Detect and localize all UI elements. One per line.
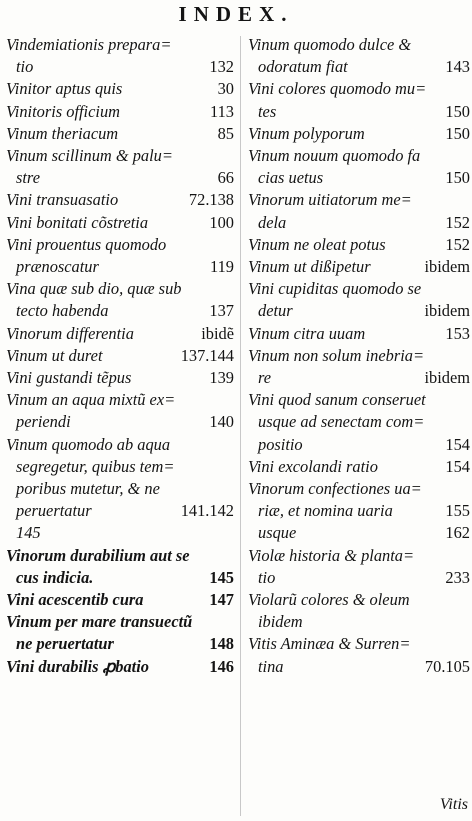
entry-text: Vinorum confectiones ua= (248, 479, 422, 499)
entry-text: riæ, et nomina uaria (258, 501, 393, 521)
entry-text: tina (258, 656, 284, 676)
entry-text: Vinum non solum inebria= (248, 345, 425, 365)
page-reference: 155 (445, 501, 470, 521)
page-reference: 72.138 (188, 190, 234, 210)
index-entry (6, 656, 234, 678)
page-reference: 145 (209, 567, 234, 587)
page-reference: 137 (209, 301, 234, 321)
index-entry (248, 633, 470, 677)
index-entry-line (6, 189, 234, 211)
index-entry (6, 367, 234, 389)
column-divider (240, 36, 241, 816)
page-reference: 233 (445, 567, 470, 587)
index-entry-line (248, 478, 470, 500)
page-reference: 137.144 (180, 345, 234, 365)
entry-text: detur (258, 301, 293, 321)
page-reference: 119 (210, 257, 234, 277)
index-entry-line (248, 167, 470, 189)
entry-text: tio (16, 57, 34, 77)
entry-text: Vinum quomodo ab aqua (6, 434, 171, 454)
index-entry-line (248, 123, 470, 145)
entry-text: Vini excolandi ratio (248, 456, 378, 476)
entry-text: Vini gustandi tẽpus (6, 368, 132, 388)
index-entry-line (248, 56, 470, 78)
index-entry-line (6, 434, 234, 456)
index-entry (248, 323, 470, 345)
page-reference: 150 (445, 101, 470, 121)
entry-text: Vinum scillinum & palu= (6, 146, 173, 166)
index-entry-line (248, 589, 470, 611)
page-reference: 100 (209, 212, 234, 232)
index-entry (6, 434, 234, 545)
entry-text: Vini transuasatio (6, 190, 119, 210)
page-reference: 139 (209, 368, 234, 388)
index-entry-line (248, 633, 470, 655)
page-reference: ibidem (424, 301, 470, 321)
index-entry-line (6, 56, 234, 78)
entry-text: Vini prouentus quomodo (6, 234, 167, 254)
index-entry-line (6, 478, 234, 500)
page-reference: 150 (445, 123, 470, 143)
entry-text: Vinum ut duret (6, 345, 103, 365)
entry-text: Vinorum durabilium aut se (6, 545, 190, 565)
entry-text: cias uetus (258, 168, 324, 188)
page-reference: 152 (445, 212, 470, 232)
page-reference: ibidem (424, 257, 470, 277)
entry-text: Vinorum differentia (6, 323, 134, 343)
entry-text: tecto habenda (16, 301, 109, 321)
index-entry (248, 456, 470, 478)
page-reference: 154 (445, 456, 470, 476)
entry-text: tio (258, 567, 276, 587)
index-entry-line (248, 345, 470, 367)
index-entry-line (6, 167, 234, 189)
index-entry-line (6, 345, 234, 367)
entry-text: re (258, 368, 272, 388)
entry-text: usque ad senectam com= (258, 412, 425, 432)
index-entry-line (248, 189, 470, 211)
entry-text: Vinum an aqua mixtũ ex= (6, 390, 176, 410)
index-entry-line (6, 656, 234, 678)
index-entry (6, 234, 234, 278)
index-entry-line (6, 78, 234, 100)
index-entry (6, 145, 234, 189)
index-entry (6, 123, 234, 145)
index-entry (248, 478, 470, 545)
catchword: Vitis (439, 796, 468, 813)
entry-text: ibidem (258, 612, 303, 632)
page-reference: 148 (209, 634, 234, 654)
index-entry-line (248, 611, 470, 633)
index-entry-line (248, 367, 470, 389)
page-reference: 143 (445, 57, 470, 77)
index-entry-line (6, 300, 234, 322)
page-reference: 147 (209, 590, 234, 610)
entry-text: poribus mutetur, & ne (16, 479, 160, 499)
index-entry (248, 145, 470, 189)
entry-text: Vina quæ sub dio, quæ sub (6, 279, 182, 299)
index-entry (248, 34, 470, 78)
entry-text: cus indicia. (16, 567, 94, 587)
index-entry-line (6, 545, 234, 567)
index-entry (6, 545, 234, 589)
index-entry-line (6, 101, 234, 123)
entry-text: Vindemiationis prepara= (6, 35, 172, 54)
index-entry-line (6, 611, 234, 633)
index-entry-line (6, 256, 234, 278)
page-reference: 150 (445, 168, 470, 188)
entry-text: prænoscatur (16, 257, 99, 277)
index-entry (6, 323, 234, 345)
entry-text: Vinum nouum quomodo fa (248, 146, 421, 166)
page-reference: 162 (445, 523, 470, 543)
index-entry (6, 345, 234, 367)
index-entry-line (248, 389, 470, 411)
entry-text: Vinum polyporum (248, 123, 365, 143)
page-title: INDEX. (178, 2, 294, 26)
entry-text: Vinum per mare transuectũ (6, 612, 193, 632)
page-reference: 30 (217, 79, 234, 99)
index-entry-line (6, 323, 234, 345)
entry-text: dela (258, 212, 287, 232)
index-entry-line (248, 411, 470, 433)
index-entry-line (248, 656, 470, 678)
index-entry-line (6, 567, 234, 589)
entry-text: Vinum theriacum (6, 123, 119, 143)
index-entry (6, 389, 234, 433)
index-entry-line (6, 145, 234, 167)
entry-text: Vini bonitati cõstretia (6, 212, 149, 232)
entry-text: Vinitoris officium (6, 101, 120, 121)
page-reference: 70.105 (424, 656, 470, 676)
index-entry (248, 345, 470, 389)
entry-text: Vitis Aminæa & Surren= (248, 634, 411, 654)
index-entry (248, 545, 470, 589)
index-entry-line (248, 101, 470, 123)
entry-text: odoratum fiat (258, 57, 348, 77)
page-reference: ibidem (424, 368, 470, 388)
index-entry-line (248, 545, 470, 567)
index-entry (6, 611, 234, 655)
index-entry (6, 101, 234, 123)
index-entry-line (248, 256, 470, 278)
page-reference: 141.142 (180, 501, 234, 521)
index-entry-line (6, 522, 234, 544)
page-reference: ibidẽ (201, 323, 234, 343)
entry-text: Violæ historia & planta= (248, 545, 415, 565)
entry-text: Vinitor aptus quis (6, 79, 123, 99)
entry-text: Vinorum uitiatorum me= (248, 190, 412, 210)
index-entry-line (248, 234, 470, 256)
index-entry-line (6, 589, 234, 611)
page-reference: 66 (217, 168, 234, 188)
index-entry-line (248, 145, 470, 167)
index-entry-line (248, 567, 470, 589)
entry-text: stre (16, 168, 40, 188)
page-reference: 152 (445, 234, 470, 254)
entry-text: Violarũ colores & oleum (248, 590, 410, 610)
index-entry (6, 34, 234, 78)
entry-text: periendi (16, 412, 71, 432)
entry-text: Vini cupiditas quomodo se (248, 279, 422, 299)
entry-text: segregetur, quibus tem= (16, 456, 175, 476)
index-entry-line (6, 633, 234, 655)
index-entry-line (248, 212, 470, 234)
page-reference: 146 (209, 656, 234, 676)
index-entry-line (248, 323, 470, 345)
index-entry-line (6, 212, 234, 234)
index-entry (248, 389, 470, 456)
entry-text: Vini durabilis ꝓbatio (6, 656, 149, 676)
entry-text: Vini quod sanum conseruet (248, 390, 426, 410)
index-entry (6, 189, 234, 211)
page-reference: 153 (445, 323, 470, 343)
index-entry (248, 256, 470, 278)
entry-text: Vinum ne oleat potus (248, 234, 386, 254)
entry-text: Vinum ut dißipetur (248, 257, 371, 277)
entry-text: 145 (16, 523, 41, 543)
page-reference: 85 (217, 123, 234, 143)
entry-text: Vini colores quomodo mu= (248, 79, 427, 99)
index-entry (248, 123, 470, 145)
entry-text: ne peruertatur (16, 634, 114, 654)
index-entry-line (248, 522, 470, 544)
page-reference: 113 (210, 101, 234, 121)
index-column-right (248, 34, 470, 678)
index-entry-line (248, 300, 470, 322)
entry-text: tes (258, 101, 277, 121)
page-reference: 154 (445, 434, 470, 454)
index-entry-line (248, 500, 470, 522)
index-entry-line (6, 278, 234, 300)
index-entry-line (248, 456, 470, 478)
index-entry-line (6, 123, 234, 145)
index-entry-line (6, 500, 234, 522)
index-entry-line (6, 234, 234, 256)
index-entry-line (6, 34, 234, 56)
index-entry-line (6, 456, 234, 478)
page-reference: 140 (209, 412, 234, 432)
index-entry-line (6, 389, 234, 411)
index-column-left (6, 34, 234, 678)
entry-text: peruertatur (16, 501, 92, 521)
index-entry-line (6, 411, 234, 433)
entry-text: Vini acescentib cura (6, 590, 144, 610)
index-entry (248, 589, 470, 633)
index-entry (6, 78, 234, 100)
entry-text: Vinum citra uuam (248, 323, 366, 343)
index-entry (248, 78, 470, 122)
entry-text: Vinum quomodo dulce & (248, 35, 412, 54)
index-entry-line (248, 434, 470, 456)
page-reference: 132 (209, 57, 234, 77)
index-entry-line (248, 278, 470, 300)
index-entry-line (248, 78, 470, 100)
index-entry (248, 278, 470, 322)
entry-text: usque (258, 523, 297, 543)
index-entry-line (248, 34, 470, 56)
index-entry (248, 189, 470, 233)
index-entry-line (6, 367, 234, 389)
index-entry (6, 278, 234, 322)
index-entry (248, 234, 470, 256)
entry-text: positio (258, 434, 303, 454)
index-entry (6, 589, 234, 611)
index-entry (6, 212, 234, 234)
